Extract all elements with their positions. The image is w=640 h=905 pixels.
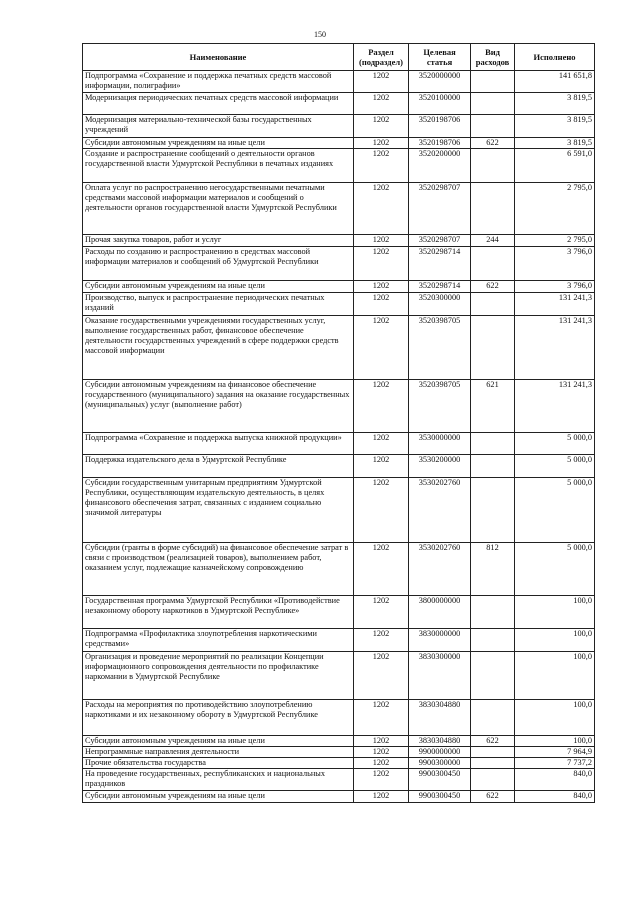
row-section-cell: 1202	[354, 293, 409, 316]
row-article-cell: 9900300450	[409, 769, 471, 791]
header-executed: Исполнено	[515, 44, 595, 71]
row-name-cell: Модернизация материально-технической базы государственных учреждений	[83, 115, 354, 138]
row-type-cell: 622	[471, 138, 515, 149]
header-article: Целевая статья	[409, 44, 471, 71]
row-name-cell: Организация и проведение мероприятий по реализации Концепции информационного сопровождения деятельности по профилактике наркомании в Удмуртской Республике	[83, 652, 354, 700]
row-amount-cell: 100,0	[515, 736, 595, 747]
table-row	[83, 700, 595, 736]
row-section-cell: 1202	[354, 455, 409, 478]
row-section-cell: 1202	[354, 747, 409, 758]
row-amount-cell: 131 241,3	[515, 316, 595, 380]
row-type-cell: 622	[471, 736, 515, 747]
header-section: Раздел (подраздел)	[354, 44, 409, 71]
row-amount-cell: 6 591,0	[515, 149, 595, 183]
row-article-cell: 3530200000	[409, 455, 471, 478]
row-type-cell	[471, 183, 515, 235]
row-type-cell	[471, 115, 515, 138]
row-type-cell	[471, 433, 515, 455]
row-amount-cell: 100,0	[515, 629, 595, 652]
row-article-cell: 3800000000	[409, 596, 471, 629]
row-amount-cell: 100,0	[515, 652, 595, 700]
row-article-cell: 9900000000	[409, 747, 471, 758]
row-section-cell: 1202	[354, 758, 409, 769]
row-section-cell: 1202	[354, 115, 409, 138]
row-amount-cell: 2 795,0	[515, 235, 595, 247]
table-row	[83, 596, 595, 629]
row-amount-cell: 7 964,9	[515, 747, 595, 758]
row-type-cell: 622	[471, 281, 515, 293]
row-section-cell: 1202	[354, 281, 409, 293]
row-name-cell: Подпрограмма «Сохранение и поддержка выпуска книжной продукции»	[83, 433, 354, 455]
table-header-row	[83, 44, 595, 71]
table-row	[83, 629, 595, 652]
row-article-cell: 3830304880	[409, 736, 471, 747]
row-name-cell: Прочая закупка товаров, работ и услуг	[83, 235, 354, 247]
table-row	[83, 71, 595, 93]
table-row	[83, 736, 595, 747]
row-type-cell	[471, 700, 515, 736]
row-section-cell: 1202	[354, 149, 409, 183]
table-row	[83, 93, 595, 115]
table-row	[83, 247, 595, 281]
row-article-cell: 3530202760	[409, 478, 471, 543]
row-name-cell: Подпрограмма «Профилактика злоупотребления наркотическими средствами»	[83, 629, 354, 652]
table-row	[83, 115, 595, 138]
table-row	[83, 281, 595, 293]
row-type-cell	[471, 247, 515, 281]
row-name-cell: Государственная программа Удмуртской Республики «Противодействие незаконному обороту наркотиков в Удмуртской Республике»	[83, 596, 354, 629]
table-row	[83, 543, 595, 596]
row-name-cell: Субсидии автономным учреждениям на иные цели	[83, 138, 354, 149]
table-row	[83, 235, 595, 247]
row-name-cell: Модернизация периодических печатных средств массовой информации	[83, 93, 354, 115]
row-name-cell: Прочие обязательства государства	[83, 758, 354, 769]
row-section-cell: 1202	[354, 235, 409, 247]
table-row	[83, 183, 595, 235]
table-row	[83, 791, 595, 803]
row-article-cell: 3520298707	[409, 235, 471, 247]
row-amount-cell: 100,0	[515, 596, 595, 629]
row-article-cell: 3520298714	[409, 281, 471, 293]
row-name-cell: Субсидии государственным унитарным предприятиям Удмуртской Республики, осуществляющим издательскую деятельность, в целях финансового обеспечения затрат, связанных с изданием социально значимой литературы	[83, 478, 354, 543]
row-amount-cell: 3 796,0	[515, 247, 595, 281]
table-row	[83, 293, 595, 316]
row-name-cell: Расходы по созданию и распространению в средствах массовой информации материалов и сообщений об Удмуртской Республики	[83, 247, 354, 281]
row-type-cell	[471, 629, 515, 652]
row-section-cell: 1202	[354, 93, 409, 115]
table-row	[83, 380, 595, 433]
row-section-cell: 1202	[354, 71, 409, 93]
row-amount-cell: 5 000,0	[515, 543, 595, 596]
row-article-cell: 3520100000	[409, 93, 471, 115]
row-section-cell: 1202	[354, 629, 409, 652]
row-type-cell: 812	[471, 543, 515, 596]
table-row	[83, 652, 595, 700]
row-article-cell: 3520000000	[409, 71, 471, 93]
row-section-cell: 1202	[354, 380, 409, 433]
row-name-cell: Оказание государственными учреждениями государственных услуг, выполнение государственных работ, финансовое обеспечение деятельности государственных учреждений в сфере поддержки средств массовой информации	[83, 316, 354, 380]
row-amount-cell: 5 000,0	[515, 433, 595, 455]
row-section-cell: 1202	[354, 138, 409, 149]
row-article-cell: 3830304880	[409, 700, 471, 736]
row-amount-cell: 840,0	[515, 769, 595, 791]
row-type-cell	[471, 478, 515, 543]
header-type: Вид расходов	[471, 44, 515, 71]
row-article-cell: 3530202760	[409, 543, 471, 596]
row-section-cell: 1202	[354, 652, 409, 700]
row-amount-cell: 3 796,0	[515, 281, 595, 293]
row-amount-cell: 2 795,0	[515, 183, 595, 235]
row-type-cell	[471, 455, 515, 478]
row-amount-cell: 131 241,3	[515, 293, 595, 316]
budget-table	[82, 43, 595, 803]
row-name-cell: Поддержка издательского дела в Удмуртской Республике	[83, 455, 354, 478]
table-row	[83, 138, 595, 149]
row-amount-cell: 7 737,2	[515, 758, 595, 769]
page-number: 150	[314, 30, 326, 39]
header-name: Наименование	[83, 44, 354, 71]
row-type-cell	[471, 596, 515, 629]
row-type-cell	[471, 316, 515, 380]
row-type-cell	[471, 149, 515, 183]
row-amount-cell: 100,0	[515, 700, 595, 736]
row-article-cell: 3830000000	[409, 629, 471, 652]
row-type-cell: 621	[471, 380, 515, 433]
row-article-cell: 3520298707	[409, 183, 471, 235]
row-name-cell: Субсидии (гранты в форме субсидий) на финансовое обеспечение затрат в связи с производством (реализацией товаров), выполнением работ, оказанием услуг, подлежащие казначейскому сопровождению	[83, 543, 354, 596]
row-type-cell	[471, 747, 515, 758]
row-type-cell	[471, 758, 515, 769]
row-article-cell: 3520398705	[409, 380, 471, 433]
row-name-cell: Расходы на мероприятия по противодействию злоупотреблению наркотиками и их незаконному обороту в Удмуртской Республике	[83, 700, 354, 736]
row-name-cell: Создание и распространение сообщений о деятельности органов государственной власти Удмуртской Республики в печатных изданиях	[83, 149, 354, 183]
row-amount-cell: 5 000,0	[515, 478, 595, 543]
row-name-cell: Подпрограмма «Сохранение и поддержка печатных средств массовой информации, полиграфии»	[83, 71, 354, 93]
row-amount-cell: 3 819,5	[515, 138, 595, 149]
table-row	[83, 433, 595, 455]
row-amount-cell: 131 241,3	[515, 380, 595, 433]
row-article-cell: 3520300000	[409, 293, 471, 316]
row-name-cell: Субсидии автономным учреждениям на финансовое обеспечение государственного (муниципального) задания на оказание государственных (муниципальных) услуг (выполнение работ)	[83, 380, 354, 433]
row-amount-cell: 3 819,5	[515, 93, 595, 115]
row-article-cell: 9900300000	[409, 758, 471, 769]
row-section-cell: 1202	[354, 736, 409, 747]
row-amount-cell: 5 000,0	[515, 455, 595, 478]
row-article-cell: 3520398705	[409, 316, 471, 380]
row-article-cell: 3530000000	[409, 433, 471, 455]
row-type-cell	[471, 93, 515, 115]
row-article-cell: 3520298714	[409, 247, 471, 281]
row-section-cell: 1202	[354, 700, 409, 736]
row-amount-cell: 3 819,5	[515, 115, 595, 138]
row-section-cell: 1202	[354, 596, 409, 629]
row-type-cell: 244	[471, 235, 515, 247]
row-article-cell: 3520198706	[409, 115, 471, 138]
row-type-cell	[471, 652, 515, 700]
row-section-cell: 1202	[354, 247, 409, 281]
row-type-cell	[471, 293, 515, 316]
row-name-cell: Субсидии автономным учреждениям на иные цели	[83, 791, 354, 803]
table-row	[83, 758, 595, 769]
row-amount-cell: 840,0	[515, 791, 595, 803]
row-type-cell	[471, 769, 515, 791]
row-section-cell: 1202	[354, 791, 409, 803]
row-article-cell: 3520200000	[409, 149, 471, 183]
row-name-cell: Производство, выпуск и распространение периодических печатных изданий	[83, 293, 354, 316]
row-article-cell: 3520198706	[409, 138, 471, 149]
row-section-cell: 1202	[354, 183, 409, 235]
row-type-cell	[471, 71, 515, 93]
row-name-cell: На проведение государственных, республиканских и национальных праздников	[83, 769, 354, 791]
row-type-cell: 622	[471, 791, 515, 803]
row-name-cell: Субсидии автономным учреждениям на иные цели	[83, 281, 354, 293]
row-name-cell: Субсидии автономным учреждениям на иные цели	[83, 736, 354, 747]
table-row	[83, 478, 595, 543]
row-article-cell: 3830300000	[409, 652, 471, 700]
row-section-cell: 1202	[354, 478, 409, 543]
table-row	[83, 316, 595, 380]
table-row	[83, 747, 595, 758]
row-section-cell: 1202	[354, 433, 409, 455]
table-row	[83, 149, 595, 183]
row-name-cell: Непрограммные направления деятельности	[83, 747, 354, 758]
table-row	[83, 455, 595, 478]
row-section-cell: 1202	[354, 316, 409, 380]
row-article-cell: 9900300450	[409, 791, 471, 803]
row-name-cell: Оплата услуг по распространению негосударственными печатными средствами массовой информации материалов и сообщений о деятельности органов государственной власти Удмуртской Республики	[83, 183, 354, 235]
row-section-cell: 1202	[354, 543, 409, 596]
row-section-cell: 1202	[354, 769, 409, 791]
table-row	[83, 769, 595, 791]
row-amount-cell: 141 651,8	[515, 71, 595, 93]
